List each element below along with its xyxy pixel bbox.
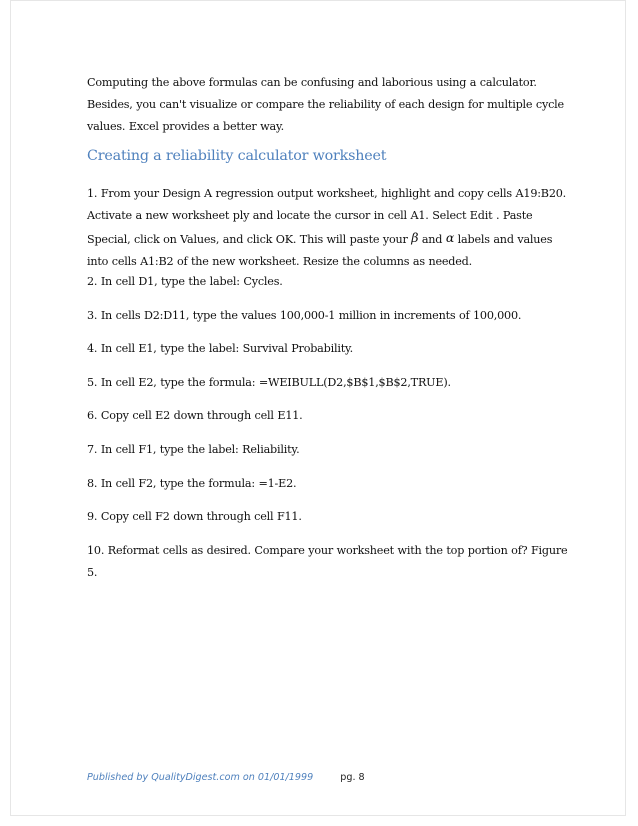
- step-1: [87, 183, 577, 273]
- step-2: 2. In cell D1, type the label: Cycles.: [87, 275, 283, 288]
- step-1-text-end: labels and values into cells A1:B2 of the new worksheet. Resize the columns as needed.: [87, 233, 553, 268]
- step-1-and: and: [418, 233, 446, 246]
- step-3: 3. In cells D2:D11, type the values 100,000-1 million in increments of 100,000.: [87, 308, 522, 322]
- page-number: pg. 8: [340, 772, 365, 783]
- step-10: 10. Reformat cells as desired. Compare your worksheet with the top portion of? Figure 5.: [87, 543, 568, 579]
- footer-publisher: Published by QualityDigest.com on 01/01/1999: [87, 772, 314, 783]
- steps-list: [87, 271, 577, 595]
- step-1-text-start: 1. From your Design A regression output worksheet, highlight and copy cells A19:B20. Activate a new worksheet ply and locate the cursor in cell A1. Select Edit . Paste Special, click on Values, and click OK. This will paste your: [87, 187, 567, 246]
- beta-symbol: β: [411, 230, 419, 245]
- step-4: 4. In cell E1, type the label: Survival Probability.: [87, 342, 354, 356]
- step-5: 5. In cell E2, type the formula: =WEIBULL(D2,$B$1,$B$2,TRUE).: [87, 375, 451, 389]
- intro-paragraph: Computing the above formulas can be confusing and laborious using a calculator. Besides, you can't visualize or compare the reliability of each design for multiple cycle values. Excel provides a better way.: [87, 76, 564, 133]
- page-footer: [87, 772, 487, 783]
- section-heading: Creating a reliability calculator worksheet: [87, 148, 387, 164]
- step-6: 6. Copy cell E2 down through cell E11.: [87, 409, 303, 423]
- step-8: 8. In cell F2, type the formula: =1-E2.: [87, 476, 297, 490]
- alpha-symbol: α: [445, 230, 455, 245]
- document-page: [10, 0, 626, 816]
- step-9: 9. Copy cell F2 down through cell F11.: [87, 510, 302, 524]
- step-7: 7. In cell F1, type the label: Reliability.: [87, 442, 300, 456]
